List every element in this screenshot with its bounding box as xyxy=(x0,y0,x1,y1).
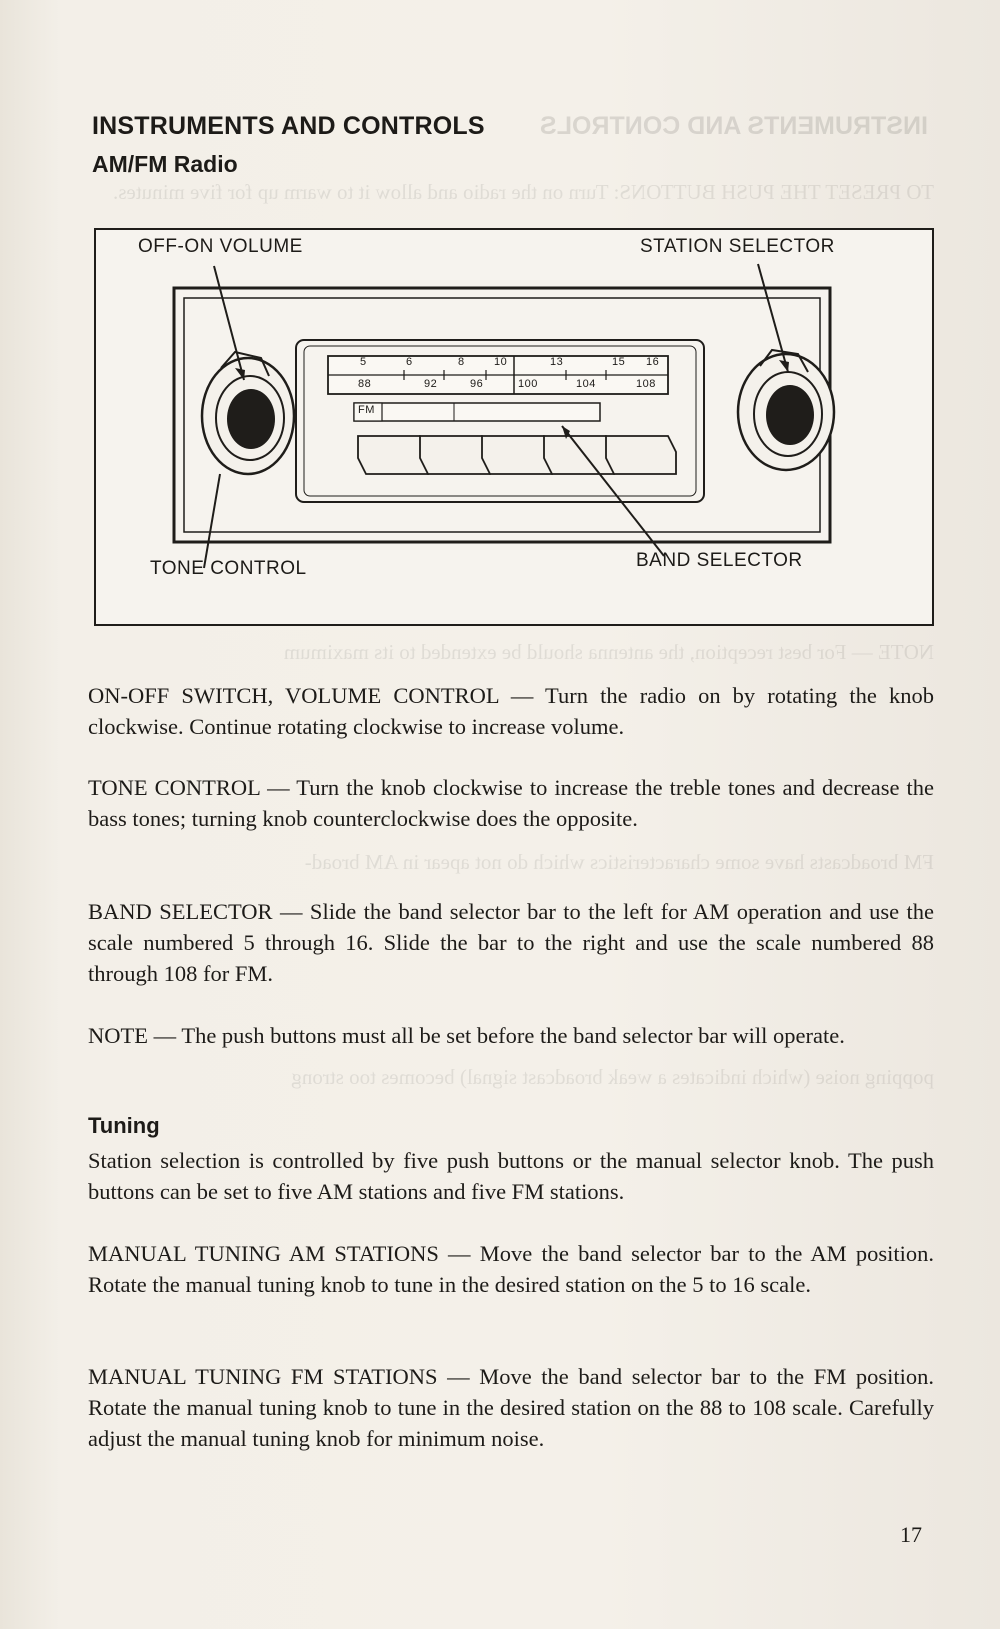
push-button-4 xyxy=(544,436,614,474)
push-button-2 xyxy=(420,436,490,474)
fm-indicator: FM xyxy=(358,404,375,416)
am-scale-15: 15 xyxy=(612,356,626,368)
bleed-through: FM broadcasts have some characteristics which do not apear in AM broad- xyxy=(304,850,934,874)
push-buttons xyxy=(358,436,676,474)
fm-scale-88: 88 xyxy=(358,378,372,390)
fm-scale-92: 92 xyxy=(424,378,438,390)
band-selector-bar xyxy=(354,403,600,421)
paragraph-note: NOTE — The push buttons must all be set before the band selector bar will operate. xyxy=(88,1023,845,1048)
label-off-on-volume: OFF-ON VOLUME xyxy=(138,236,303,257)
paragraph-onoff-switch: ON-OFF SWITCH, VOLUME CONTROL — Turn the radio on by rotating the knob clockwise. Continue rotating clockwise to increase volume. xyxy=(88,683,934,739)
fm-scale-96: 96 xyxy=(470,378,484,390)
label-tone-control: TONE CONTROL xyxy=(150,558,307,579)
am-scale-13: 13 xyxy=(550,356,564,368)
bleed-through: popping noise (which indicates a weak broadcast signal) becomes too strong xyxy=(291,1065,934,1089)
fm-scale-104: 104 xyxy=(576,378,596,390)
am-scale-16: 16 xyxy=(646,356,660,368)
bleed-through-heading: INSTRUMENTS AND CONTROLS xyxy=(540,112,928,140)
fm-scale-100: 100 xyxy=(518,378,538,390)
tuning-heading: Tuning xyxy=(88,1113,160,1138)
bleed-through: TO PRESET THE PUSH BUTTONS: Turn on the radio and allow it to warm up for five minutes. xyxy=(113,180,934,204)
leader-tone-control xyxy=(204,474,220,568)
am-scale-10: 10 xyxy=(494,356,508,368)
section-title: AM/FM Radio xyxy=(92,151,238,177)
am-scale-6: 6 xyxy=(406,356,413,368)
am-scale-5: 5 xyxy=(360,356,367,368)
page-title: INSTRUMENTS AND CONTROLS xyxy=(92,112,485,140)
paragraph-manual-fm: MANUAL TUNING FM STATIONS — Move the band selector bar to the FM position. Rotate the manual tuning knob to tune in the desired station on the 88 to 108 scale. Carefully adjust the manual tuning knob for minimum noise. xyxy=(88,1364,934,1451)
paragraph-band-selector: BAND SELECTOR — Slide the band selector bar to the left for AM operation and use the scale numbered 5 through 16. Slide the bar to the right and use the scale numbered 88 through 108 for FM. xyxy=(88,899,934,986)
page-number: 17 xyxy=(900,1522,922,1547)
bleed-through: NOTE — For best reception, the antenna should be extended to its maximum xyxy=(283,640,934,664)
push-button-5 xyxy=(606,436,676,474)
label-band-selector: BAND SELECTOR xyxy=(636,550,803,571)
paragraph-tuning: Station selection is controlled by five push buttons or the manual selector knob. The push buttons can be set to five AM stations and five FM stations. xyxy=(88,1148,934,1204)
radio-illustration xyxy=(94,228,934,626)
fm-scale-108: 108 xyxy=(636,378,656,390)
paragraph-tone-control: TONE CONTROL — Turn the knob clockwise to increase the treble tones and decrease the bass tones; turning knob counterclockwise does the opposite. xyxy=(88,775,934,831)
push-button-3 xyxy=(482,436,552,474)
push-button-1 xyxy=(358,436,428,474)
am-scale-8: 8 xyxy=(458,356,465,368)
label-station-selector: STATION SELECTOR xyxy=(640,236,835,257)
volume-knob xyxy=(202,352,294,474)
paragraph-manual-am: MANUAL TUNING AM STATIONS — Move the band selector bar to the AM position. Rotate the manual tuning knob to tune in the desired station on the 5 to 16 scale. xyxy=(88,1241,934,1297)
